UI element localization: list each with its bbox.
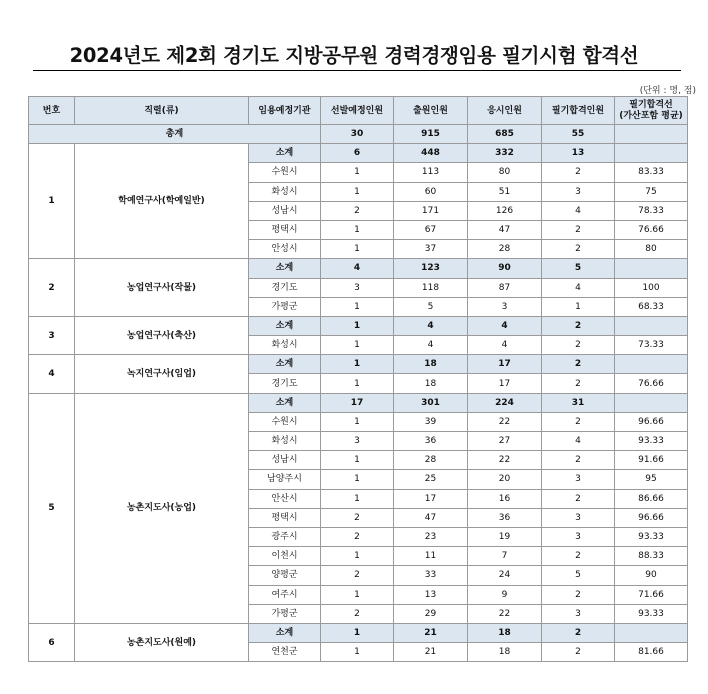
applicants-cell: 21 — [394, 623, 468, 642]
total-applicants: 915 — [394, 125, 468, 144]
header-agency: 임용예정기관 — [249, 97, 321, 125]
subtotal-row — [29, 355, 688, 374]
cutoff-cell: 95 — [615, 470, 688, 489]
passed-cell: 3 — [542, 604, 615, 623]
group-number: 5 — [29, 393, 75, 623]
passed-cell: 2 — [542, 412, 615, 431]
examinees-cell: 27 — [468, 432, 542, 451]
examinees-cell: 18 — [468, 623, 542, 642]
subtotal-row — [29, 259, 688, 278]
examinees-cell: 332 — [468, 144, 542, 163]
examinees-cell: 47 — [468, 220, 542, 239]
examinees-cell: 24 — [468, 566, 542, 585]
cutoff-cell: 76.66 — [615, 374, 688, 393]
passed-cell: 5 — [542, 259, 615, 278]
header-cutoff: 필기합격선 (가산포함 평균) — [615, 97, 688, 125]
planned-cell: 3 — [321, 278, 394, 297]
examinees-cell: 4 — [468, 316, 542, 335]
agency-cell: 안산시 — [249, 489, 321, 508]
cutoff-cell: 76.66 — [615, 220, 688, 239]
examinees-cell: 20 — [468, 470, 542, 489]
agency-cell: 소계 — [249, 355, 321, 374]
group-series-name: 농업연구사(축산) — [75, 316, 249, 354]
examinees-cell: 4 — [468, 336, 542, 355]
planned-cell: 1 — [321, 489, 394, 508]
agency-cell: 안성시 — [249, 240, 321, 259]
header-planned: 선발예정인원 — [321, 97, 394, 125]
applicants-cell: 28 — [394, 451, 468, 470]
cutoff-cell: 86.66 — [615, 489, 688, 508]
agency-cell: 이천시 — [249, 547, 321, 566]
title-underline — [33, 70, 681, 71]
total-cutoff — [615, 125, 688, 144]
subtotal-row — [29, 316, 688, 335]
passed-cell: 2 — [542, 623, 615, 642]
cutoff-cell — [615, 259, 688, 278]
passed-cell: 2 — [542, 643, 615, 662]
cutoff-cell: 81.66 — [615, 643, 688, 662]
applicants-cell: 171 — [394, 201, 468, 220]
header-applicants: 출원인원 — [394, 97, 468, 125]
passed-cell: 2 — [542, 547, 615, 566]
total-row — [29, 125, 688, 144]
agency-cell: 남양주시 — [249, 470, 321, 489]
applicants-cell: 60 — [394, 182, 468, 201]
examinees-cell: 28 — [468, 240, 542, 259]
cutoff-cell: 68.33 — [615, 297, 688, 316]
examinees-cell: 87 — [468, 278, 542, 297]
applicants-cell: 29 — [394, 604, 468, 623]
passed-cell: 2 — [542, 355, 615, 374]
examinees-cell: 16 — [468, 489, 542, 508]
cutoff-cell: 91.66 — [615, 451, 688, 470]
agency-cell: 가평군 — [249, 297, 321, 316]
applicants-cell: 21 — [394, 643, 468, 662]
applicants-cell: 17 — [394, 489, 468, 508]
passed-cell: 3 — [542, 508, 615, 527]
agency-cell: 경기도 — [249, 278, 321, 297]
examinees-cell: 90 — [468, 259, 542, 278]
examinees-cell: 9 — [468, 585, 542, 604]
agency-cell: 여주시 — [249, 585, 321, 604]
planned-cell: 1 — [321, 182, 394, 201]
agency-cell: 평택시 — [249, 220, 321, 239]
passed-cell: 13 — [542, 144, 615, 163]
passed-cell: 5 — [542, 566, 615, 585]
applicants-cell: 37 — [394, 240, 468, 259]
agency-cell: 소계 — [249, 144, 321, 163]
cutoff-cell: 75 — [615, 182, 688, 201]
cutoff-cell — [615, 623, 688, 642]
passed-cell: 3 — [542, 527, 615, 546]
planned-cell: 2 — [321, 201, 394, 220]
passed-cell: 2 — [542, 489, 615, 508]
cutoff-cell: 96.66 — [615, 508, 688, 527]
planned-cell: 3 — [321, 432, 394, 451]
examinees-cell: 3 — [468, 297, 542, 316]
applicants-cell: 5 — [394, 297, 468, 316]
planned-cell: 4 — [321, 259, 394, 278]
results-table — [28, 96, 688, 662]
passed-cell: 4 — [542, 432, 615, 451]
total-examinees: 685 — [468, 125, 542, 144]
applicants-cell: 18 — [394, 374, 468, 393]
agency-cell: 성남시 — [249, 201, 321, 220]
header-row — [29, 97, 688, 125]
planned-cell: 1 — [321, 220, 394, 239]
cutoff-cell: 88.33 — [615, 547, 688, 566]
planned-cell: 1 — [321, 163, 394, 182]
cutoff-cell: 78.33 — [615, 201, 688, 220]
agency-cell: 광주시 — [249, 527, 321, 546]
planned-cell: 1 — [321, 355, 394, 374]
cutoff-cell: 90 — [615, 566, 688, 585]
planned-cell: 1 — [321, 412, 394, 431]
planned-cell: 6 — [321, 144, 394, 163]
passed-cell: 4 — [542, 278, 615, 297]
agency-cell: 소계 — [249, 623, 321, 642]
planned-cell: 1 — [321, 451, 394, 470]
agency-cell: 양평군 — [249, 566, 321, 585]
cutoff-cell: 100 — [615, 278, 688, 297]
cutoff-cell: 80 — [615, 240, 688, 259]
applicants-cell: 301 — [394, 393, 468, 412]
header-no: 번호 — [29, 97, 75, 125]
passed-cell: 2 — [542, 163, 615, 182]
cutoff-cell — [615, 144, 688, 163]
subtotal-row — [29, 144, 688, 163]
planned-cell: 1 — [321, 336, 394, 355]
passed-cell: 3 — [542, 470, 615, 489]
planned-cell: 2 — [321, 604, 394, 623]
subtotal-row — [29, 393, 688, 412]
agency-cell: 소계 — [249, 316, 321, 335]
examinees-cell: 18 — [468, 643, 542, 662]
group-number: 3 — [29, 316, 75, 354]
passed-cell: 1 — [542, 297, 615, 316]
applicants-cell: 33 — [394, 566, 468, 585]
passed-cell: 31 — [542, 393, 615, 412]
applicants-cell: 11 — [394, 547, 468, 566]
passed-cell: 2 — [542, 585, 615, 604]
group-number: 6 — [29, 623, 75, 661]
applicants-cell: 36 — [394, 432, 468, 451]
applicants-cell: 25 — [394, 470, 468, 489]
total-label: 총계 — [29, 125, 321, 144]
applicants-cell: 448 — [394, 144, 468, 163]
examinees-cell: 51 — [468, 182, 542, 201]
examinees-cell: 22 — [468, 412, 542, 431]
applicants-cell: 18 — [394, 355, 468, 374]
applicants-cell: 123 — [394, 259, 468, 278]
page-title: 2024년도 제2회 경기도 지방공무원 경력경쟁임용 필기시험 합격선 — [69, 44, 639, 67]
applicants-cell: 23 — [394, 527, 468, 546]
cutoff-cell: 96.66 — [615, 412, 688, 431]
planned-cell: 1 — [321, 585, 394, 604]
agency-cell: 소계 — [249, 259, 321, 278]
planned-cell: 2 — [321, 566, 394, 585]
agency-cell: 수원시 — [249, 412, 321, 431]
planned-cell: 2 — [321, 527, 394, 546]
planned-cell: 1 — [321, 547, 394, 566]
cutoff-cell: 83.33 — [615, 163, 688, 182]
agency-cell: 연천군 — [249, 643, 321, 662]
examinees-cell: 80 — [468, 163, 542, 182]
cutoff-cell: 93.33 — [615, 527, 688, 546]
agency-cell: 화성시 — [249, 336, 321, 355]
passed-cell: 2 — [542, 240, 615, 259]
applicants-cell: 47 — [394, 508, 468, 527]
subtotal-row — [29, 623, 688, 642]
examinees-cell: 22 — [468, 451, 542, 470]
planned-cell: 2 — [321, 508, 394, 527]
examinees-cell: 224 — [468, 393, 542, 412]
planned-cell: 1 — [321, 240, 394, 259]
passed-cell: 4 — [542, 201, 615, 220]
examinees-cell: 36 — [468, 508, 542, 527]
planned-cell: 1 — [321, 623, 394, 642]
group-series-name: 농촌지도사(농업) — [75, 393, 249, 623]
applicants-cell: 67 — [394, 220, 468, 239]
agency-cell: 화성시 — [249, 182, 321, 201]
passed-cell: 2 — [542, 374, 615, 393]
planned-cell: 1 — [321, 316, 394, 335]
agency-cell: 가평군 — [249, 604, 321, 623]
group-number: 1 — [29, 144, 75, 259]
total-passed: 55 — [542, 125, 615, 144]
cutoff-cell: 73.33 — [615, 336, 688, 355]
applicants-cell: 113 — [394, 163, 468, 182]
header-examinees: 응시인원 — [468, 97, 542, 125]
applicants-cell: 4 — [394, 336, 468, 355]
header-series: 직렬(류) — [75, 97, 249, 125]
group-number: 4 — [29, 355, 75, 393]
group-series-name: 녹지연구사(임업) — [75, 355, 249, 393]
agency-cell: 화성시 — [249, 432, 321, 451]
examinees-cell: 7 — [468, 547, 542, 566]
applicants-cell: 39 — [394, 412, 468, 431]
group-number: 2 — [29, 259, 75, 317]
group-series-name: 학예연구사(학예일반) — [75, 144, 249, 259]
cutoff-cell: 93.33 — [615, 604, 688, 623]
examinees-cell: 22 — [468, 604, 542, 623]
cutoff-cell: 71.66 — [615, 585, 688, 604]
passed-cell: 3 — [542, 182, 615, 201]
agency-cell: 소계 — [249, 393, 321, 412]
passed-cell: 2 — [542, 336, 615, 355]
examinees-cell: 17 — [468, 355, 542, 374]
planned-cell: 1 — [321, 374, 394, 393]
group-series-name: 농업연구사(작물) — [75, 259, 249, 317]
applicants-cell: 13 — [394, 585, 468, 604]
planned-cell: 1 — [321, 470, 394, 489]
group-series-name: 농촌지도사(원예) — [75, 623, 249, 661]
planned-cell: 17 — [321, 393, 394, 412]
applicants-cell: 118 — [394, 278, 468, 297]
cutoff-cell: 93.33 — [615, 432, 688, 451]
agency-cell: 평택시 — [249, 508, 321, 527]
planned-cell: 1 — [321, 297, 394, 316]
total-planned: 30 — [321, 125, 394, 144]
cutoff-cell — [615, 316, 688, 335]
agency-cell: 경기도 — [249, 374, 321, 393]
cutoff-cell — [615, 393, 688, 412]
planned-cell: 1 — [321, 643, 394, 662]
applicants-cell: 4 — [394, 316, 468, 335]
agency-cell: 성남시 — [249, 451, 321, 470]
passed-cell: 2 — [542, 451, 615, 470]
unit-note: (단위 : 명, 점) — [639, 86, 696, 96]
examinees-cell: 126 — [468, 201, 542, 220]
passed-cell: 2 — [542, 316, 615, 335]
cutoff-cell — [615, 355, 688, 374]
header-passed: 필기합격인원 — [542, 97, 615, 125]
agency-cell: 수원시 — [249, 163, 321, 182]
passed-cell: 2 — [542, 220, 615, 239]
examinees-cell: 19 — [468, 527, 542, 546]
examinees-cell: 17 — [468, 374, 542, 393]
